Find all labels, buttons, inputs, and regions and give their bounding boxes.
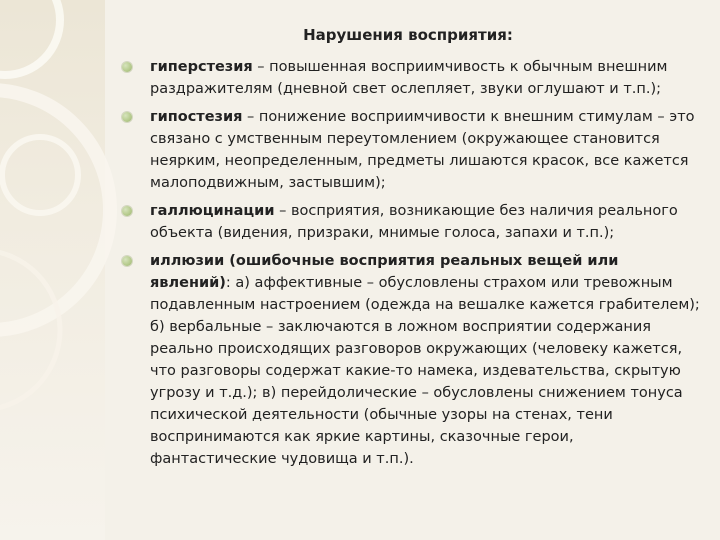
- list-item: [118, 200, 704, 244]
- item-term: галлюцинации: [150, 203, 275, 219]
- slide-title: Нарушения восприятия:: [303, 26, 513, 44]
- item-term: гиперстезия: [150, 59, 253, 75]
- item-text: – понижение восприимчивости к внешним стимулам – это связано с умственным переутомлением (окружающее становится неярким, неопределенным, предметы лишаются красок, все кажется малоподвижным, застывшим);: [150, 109, 695, 191]
- slide-content: [108, 0, 708, 540]
- list-item: [118, 106, 704, 194]
- bullet-icon: [122, 256, 132, 266]
- item-text: – повышенная восприимчивость к обычным внешним раздражителям (дневной свет ослепляет, звуки оглушают и т.п.);: [150, 59, 668, 97]
- item-text: – восприятия, возникающие без наличия реального объекта (видения, призраки, мнимые голоса, запахи и т.п.);: [150, 203, 678, 241]
- list-item: [118, 56, 704, 100]
- item-term: иллюзии (ошибочные восприятия реальных вещей или явлений): [150, 253, 619, 291]
- item-term: гипостезия: [150, 109, 243, 125]
- bullet-icon: [122, 206, 132, 216]
- item-text: : а) аффективные – обусловлены страхом или тревожным подавленным настроением (одежда на вешалке кажется грабителем); б) вербальные – заключаются в ложном восприятии содержания реально происходящих разговоров окружающих (человеку кажется, что разговоры содержат какие-то намека, издевательства, скрытую угрозу и т.д.); в) перейдолические – обусловлены снижением тонуса психической деятельности (обычные узоры на стенах, тени воспринимаются как яркие картины, сказочные герои, фантастические чудовища и т.п.).: [150, 275, 700, 467]
- list-item: [118, 250, 704, 470]
- bullet-icon: [122, 62, 132, 72]
- bullet-list: [118, 56, 704, 476]
- bullet-icon: [122, 112, 132, 122]
